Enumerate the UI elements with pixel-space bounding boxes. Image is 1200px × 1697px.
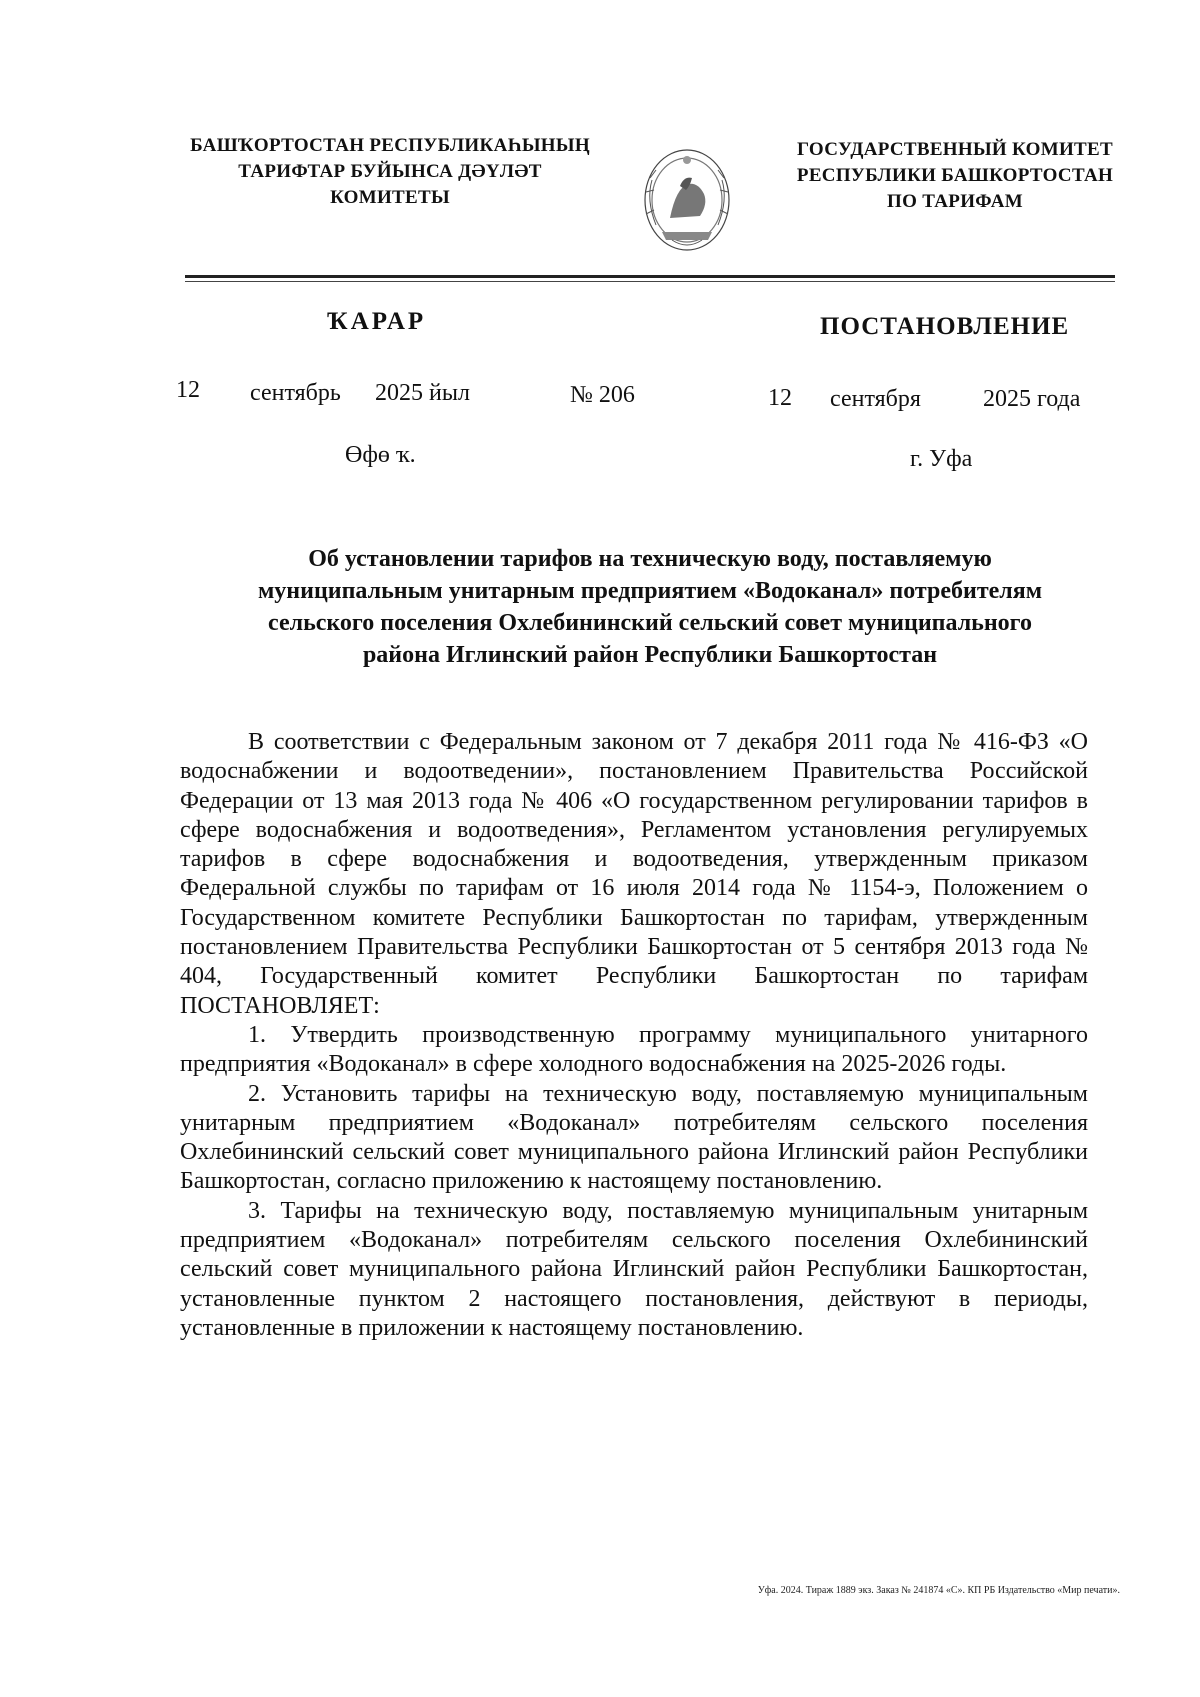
header-left-line: ТАРИФТАР БУЙЫНСА ДӘҮЛӘТ — [238, 161, 542, 182]
body-paragraph-preamble: В соответствии с Федеральным законом от 7 декабря 2011 года № 416-ФЗ «О водоснабжении и водоотведении», постановлением Правительства Российской Федерации от 13 мая 2013 года № 406 «О государственном регулировании тарифов в сфере водоснабжения и водоотведения», Регламентом установления регулируемых тарифов в сфере водоснабжения и водоотведения, утвержденным приказом Федеральной службы по тарифам от 16 июля 2014 года № 1154-э, Положением о Государственном комитете Республики Башкортостан по тарифам, утвержденным постановлением Правительства Республики Башкортостан от 5 сентября 2013 года № 404, Государственный комитет Республики Башкортостан по тарифам ПОСТАНОВЛЯЕТ: — [180, 729, 1088, 1019]
header-right-russian — [785, 137, 1125, 215]
bashkir-date-year: 2025 йыл — [375, 380, 470, 406]
header-divider-thin — [185, 281, 1115, 282]
russian-place: г. Уфа — [910, 446, 973, 472]
bashkir-date-month: сентябрь — [250, 380, 341, 406]
printer-imprint: Уфа. 2024. Тираж 1889 экз. Заказ № 241874 «С». КП РБ Издательство «Мир печати». — [757, 1585, 1120, 1596]
header-left-bashkir — [180, 133, 600, 211]
bashkir-place: Өфө ҡ. — [345, 442, 416, 468]
title-line: Об установлении тарифов на техническую воду, поставляемую — [308, 546, 992, 572]
bashkir-date-day: 12 — [176, 377, 200, 403]
body-paragraph-item-3: 3. Тарифы на техническую воду, поставляемую муниципальным унитарным предприятием «Водоканал» потребителям сельского поселения Охлебининский сельский совет муниципального района Иглинский район Республики Башкортостан, установленные пунктом 2 настоящего постановления, действуют в периоды, установленные в приложении к настоящему постановлению. — [180, 1197, 1088, 1341]
russian-date-day: 12 — [768, 385, 792, 411]
title-line: муниципальным унитарным предприятием «Водоканал» потребителям — [257, 578, 1043, 604]
document-number: № 206 — [570, 382, 635, 408]
header-right-line: ГОСУДАРСТВЕННЫЙ КОМИТЕТ — [797, 139, 1113, 160]
russian-date-year: 2025 года — [983, 386, 1081, 412]
header-left-line: БАШҠОРТОСТАН РЕСПУБЛИКАҺЫНЫҢ — [190, 135, 590, 156]
header-right-line: РЕСПУБЛИКИ БАШКОРТОСТАН — [796, 165, 1114, 186]
title-line: сельского поселения Охлебининский сельский совет муниципального — [268, 610, 1032, 636]
coat-of-arms-icon — [632, 140, 742, 265]
body-paragraph-item-2: 2. Установить тарифы на техническую воду, поставляемую муниципальным унитарным предприятием «Водоканал» потребителям сельского поселения Охлебининский сельский совет муниципального района Иглинский район Республики Башкортостан, согласно приложению к настоящему постановлению. — [180, 1080, 1088, 1195]
russian-date-month: сентября — [830, 386, 921, 412]
body-paragraph-item-1: 1. Утвердить производственную программу муниципального унитарного предприятия «Водоканал» в сфере холодного водоснабжения на 2025-2026 годы. — [180, 1021, 1088, 1078]
header-right-line: ПО ТАРИФАМ — [887, 191, 1023, 212]
document-title — [180, 543, 1120, 671]
doc-kind-bashkir: ҠАРАР — [327, 308, 427, 335]
header-left-line: КОМИТЕТЫ — [330, 187, 450, 208]
doc-kind-russian: ПОСТАНОВЛЕНИЕ — [820, 313, 1070, 340]
title-line: района Иглинский район Республики Башкортостан — [362, 642, 938, 668]
document-body — [180, 728, 1088, 1343]
header-divider — [185, 275, 1115, 278]
